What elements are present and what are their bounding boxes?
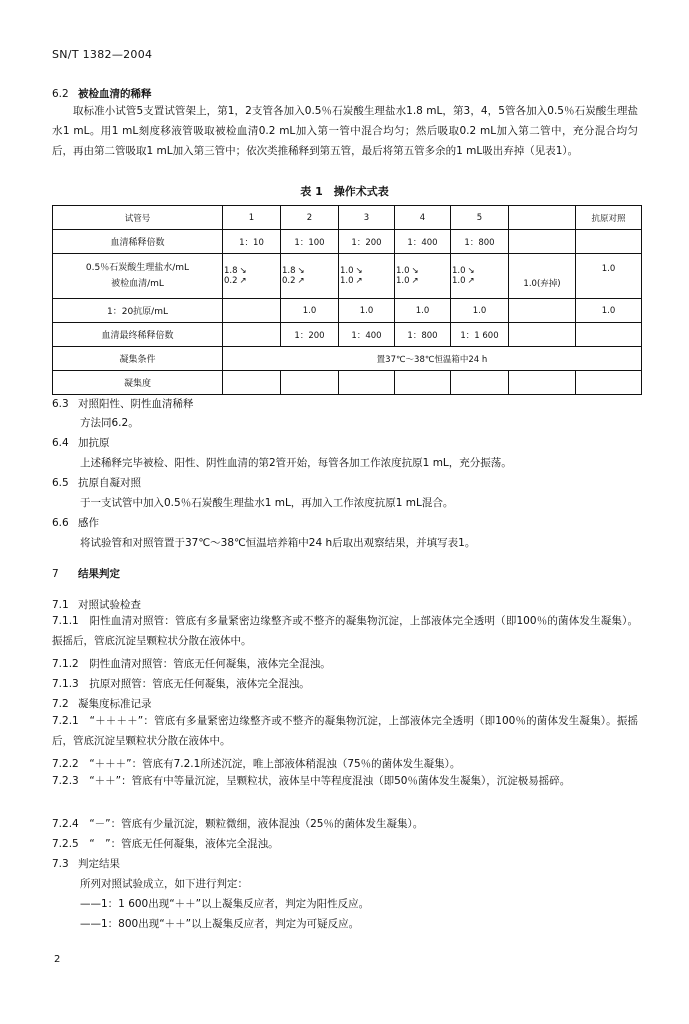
- section-body: 抗原对照管：管底无任何凝集，液体完全混浊。: [89, 678, 310, 690]
- mix-bottom: [282, 276, 337, 286]
- table-cell: [509, 230, 576, 254]
- section-6-5-body: 于一支试管中加入0.5％石炭酸生理盐水1 mL，再加入工作浓度抗原1 mL混合。: [80, 497, 454, 509]
- table-cell: [339, 254, 395, 299]
- page-number: 2: [54, 954, 61, 965]
- mix-value: 1.0: [396, 266, 410, 276]
- section-7-2-1: [52, 711, 638, 751]
- header-cell: 3: [339, 206, 395, 230]
- arrow-icon: ↗: [297, 276, 305, 286]
- arrow-icon: ↘: [411, 266, 419, 276]
- table-cell: [395, 254, 451, 299]
- section-body: 阴性血清对照管：管底无任何凝集，液体完全混浊。: [89, 658, 331, 670]
- section-number: 7.3: [52, 858, 69, 870]
- table-cell: [223, 371, 281, 395]
- section-7-2-5: [52, 837, 279, 851]
- mix-value: 1.8: [224, 266, 238, 276]
- section-6-3-body: 方法同6.2。: [80, 417, 139, 429]
- section-title: 对照阳性、阴性血清稀释: [78, 398, 194, 410]
- mix-value: 1.0: [340, 276, 354, 286]
- section-number: 7: [52, 568, 59, 580]
- table-cell: [281, 254, 339, 299]
- table-cell: [509, 299, 576, 323]
- section-7-1-heading: [52, 598, 141, 612]
- condition-cell: 置37℃～38℃恒温箱中24 h: [223, 347, 642, 371]
- table-cell: 1：400: [395, 230, 451, 254]
- mix-top: [452, 266, 507, 276]
- mix-value: 1.0: [452, 276, 466, 286]
- table-cell: 1.0: [576, 299, 642, 323]
- section-number: 6.3: [52, 398, 69, 410]
- arrow-icon: ↗: [239, 276, 247, 286]
- control-value: 1.0: [601, 264, 616, 274]
- table-cell: [339, 371, 395, 395]
- table-cell: [509, 254, 576, 299]
- table-cell: 1：200: [281, 323, 339, 347]
- mix-top: [282, 266, 337, 276]
- table-cell: [281, 371, 339, 395]
- discard-value: 1.0(弃掉): [523, 279, 561, 289]
- header-cell: 抗原对照: [576, 206, 642, 230]
- section-title: 抗原自凝对照: [78, 477, 141, 489]
- mix-value: 0.2: [282, 276, 296, 286]
- section-6-3-heading: [52, 397, 194, 411]
- section-body: 阳性血清对照管：管底有多量紧密边缘整齐或不整齐的凝集物沉淀，上部液体完全透明（即100％的菌体发生凝集）。振摇后，管底沉淀呈颗粒状分散在液体中。: [52, 615, 639, 647]
- section-number: 7.1.2: [52, 658, 79, 670]
- section-title: 凝集度标准记录: [78, 698, 152, 710]
- section-body: “＋＋＋＋”：管底有多量紧密边缘整齐或不整齐的凝集物沉淀，上部液体完全透明（即100％的菌体发生凝集）。振摇后，管底沉淀呈颗粒状分散在液体中。: [52, 715, 638, 747]
- table-row-dilution: [53, 230, 642, 254]
- table-cell: [223, 254, 281, 299]
- section-7-2-4: [52, 817, 423, 831]
- header-cell: 1: [223, 206, 281, 230]
- row-label: 血清稀释倍数: [53, 230, 223, 254]
- row-label: 凝集度: [53, 371, 223, 395]
- mix-top: [224, 266, 279, 276]
- table-cell: [451, 371, 509, 395]
- judgement-item: ——1：1 600出现“＋＋”以上凝集反应者，判定为阳性反应。: [80, 898, 370, 910]
- arrow-icon: ↘: [297, 266, 305, 276]
- mix-top: [396, 266, 449, 276]
- row-label: 血清最终稀释倍数: [53, 323, 223, 347]
- mix-value: 1.0: [340, 266, 354, 276]
- header-cell: [509, 206, 576, 230]
- section-7-heading: [52, 567, 120, 581]
- arrow-icon: ↗: [355, 276, 363, 286]
- header-cell: 5: [451, 206, 509, 230]
- section-7-2-heading: [52, 697, 152, 711]
- table-cell: 1.0: [281, 299, 339, 323]
- table-cell: 1.0: [451, 299, 509, 323]
- table-cell: 1.0: [395, 299, 451, 323]
- section-body: “＋＋”：管底有中等量沉淀，呈颗粒状，液体呈中等程度混浊（即50％菌体发生凝集），沉淀极易摇碎。: [89, 775, 571, 787]
- section-title: 判定结果: [78, 858, 120, 870]
- table-cell: 1.0: [339, 299, 395, 323]
- section-number: 7.1.1: [52, 615, 79, 627]
- table-cell: [576, 254, 642, 299]
- section-body: “＋＋＋”：管底有7.2.1所述沉淀，唯上部液体稍混浊（75％的菌体发生凝集）。: [89, 758, 461, 770]
- mix-value: 1.0: [396, 276, 410, 286]
- section-6-4-heading: [52, 436, 110, 450]
- section-number: 7.1: [52, 599, 69, 611]
- section-6-4-body: 上述稀释完毕被检、阳性、阴性血清的第2管开始，每管各加工作浓度抗原1 mL，充分振荡。: [80, 457, 512, 469]
- section-number: 6.6: [52, 517, 69, 529]
- table-row-degree: [53, 371, 642, 395]
- section-number: 6.5: [52, 477, 69, 489]
- row-label: 凝集条件: [53, 347, 223, 371]
- table-cell: 1：100: [281, 230, 339, 254]
- table-row-antigen: [53, 299, 642, 323]
- section-title: 感作: [78, 517, 99, 529]
- mix-value: 1.0: [452, 266, 466, 276]
- table-cell: [509, 323, 576, 347]
- mix-bottom: [452, 276, 507, 286]
- arrow-icon: ↘: [239, 266, 247, 276]
- header-cell: 4: [395, 206, 451, 230]
- table-cell: 1：1 600: [451, 323, 509, 347]
- section-title: 结果判定: [78, 568, 120, 580]
- section-7-1-3: [52, 677, 310, 691]
- mix-bottom: [224, 276, 279, 286]
- table-cell: 1：400: [339, 323, 395, 347]
- table-cell: [223, 299, 281, 323]
- table-cell: 1：800: [451, 230, 509, 254]
- table-cell: 1：200: [339, 230, 395, 254]
- section-6-5-heading: [52, 476, 141, 490]
- table-header-row: [53, 206, 642, 230]
- section-number: 7.2.4: [52, 818, 79, 830]
- section-body: “ ”：管底无任何凝集，液体完全混浊。: [89, 838, 279, 850]
- section-title: 被检血清的稀释: [78, 88, 152, 100]
- section-number: 7.2: [52, 698, 69, 710]
- table-cell: [576, 371, 642, 395]
- section-number: 7.2.3: [52, 775, 79, 787]
- section-title: 对照试验检查: [78, 599, 141, 611]
- row-label: [53, 254, 223, 299]
- table-cell: [509, 371, 576, 395]
- judgement-item: ——1：800出现“＋＋”以上凝集反应者，判定为可疑反应。: [80, 918, 360, 930]
- header-cell: 试管号: [53, 206, 223, 230]
- table-cell: [395, 371, 451, 395]
- arrow-icon: ↘: [467, 266, 475, 276]
- header-cell: 2: [281, 206, 339, 230]
- section-7-3-intro: 所列对照试验成立，如下进行判定：: [80, 878, 248, 890]
- section-6-6-heading: [52, 516, 99, 530]
- arrow-icon: ↗: [411, 276, 419, 286]
- table-cell: [451, 254, 509, 299]
- section-7-2-2: [52, 757, 460, 771]
- arrow-icon: ↗: [467, 276, 475, 286]
- arrow-icon: ↘: [355, 266, 363, 276]
- mix-value: 0.2: [224, 276, 238, 286]
- mix-bottom: [396, 276, 449, 286]
- row-label: 1：20抗原/mL: [53, 299, 223, 323]
- table-cell: [576, 230, 642, 254]
- section-number: 7.2.5: [52, 838, 79, 850]
- mix-top: [340, 266, 393, 276]
- mix-value: 1.8: [282, 266, 296, 276]
- section-7-3-heading: [52, 857, 120, 871]
- row-label-line: 被检血清/mL: [111, 279, 164, 289]
- table-cell: [576, 323, 642, 347]
- section-number: 7.2.2: [52, 758, 79, 770]
- table-cell: 1：800: [395, 323, 451, 347]
- operation-table: [52, 205, 642, 395]
- row-label-line: 0.5％石炭酸生理盐水/mL: [85, 263, 190, 273]
- section-6-6-body: 将试验管和对照管置于37℃～38℃恒温培养箱中24 h后取出观察结果，并填写表1。: [80, 537, 476, 549]
- section-body: “－”：管底有少量沉淀，颗粒微细，液体混浊（25％的菌体发生凝集）。: [89, 818, 424, 830]
- section-7-1-2: [52, 657, 331, 671]
- section-7-1-1: [52, 611, 638, 651]
- section-6-2-heading: [52, 87, 152, 101]
- table-row-final-dilution: [53, 323, 642, 347]
- section-number: 6.4: [52, 437, 69, 449]
- section-number: 7.2.1: [52, 715, 79, 727]
- section-title: 加抗原: [78, 437, 110, 449]
- section-number: 7.1.3: [52, 678, 79, 690]
- section-6-2-body: 取标准小试管5支置试管架上，第1，2支管各加入0.5％石炭酸生理盐水1.8 mL，第3，4，5管各加入0.5％石炭酸生理盐水1 mL。用1 mL刻度移液管吸取被检血清0.2 mL加入第一管中混合均匀；然后吸取0.2 mL加入第二管中，充分混合均匀后，再由第二管吸取1 mL加入第三管中；依次类推稀释到第五管，最后将第五管多余的1 mL吸出弃掉（见表1）。: [52, 105, 638, 157]
- section-7-2-3: [52, 771, 638, 791]
- table-cell: [223, 323, 281, 347]
- table-cell: 1：10: [223, 230, 281, 254]
- mix-bottom: [340, 276, 393, 286]
- standard-code: SN/T 1382—2004: [52, 48, 153, 61]
- table-caption: 表 1 操作术式表: [300, 185, 389, 198]
- table-row-condition: [53, 347, 642, 371]
- section-number: 6.2: [52, 88, 69, 100]
- table-row-mix: [53, 254, 642, 299]
